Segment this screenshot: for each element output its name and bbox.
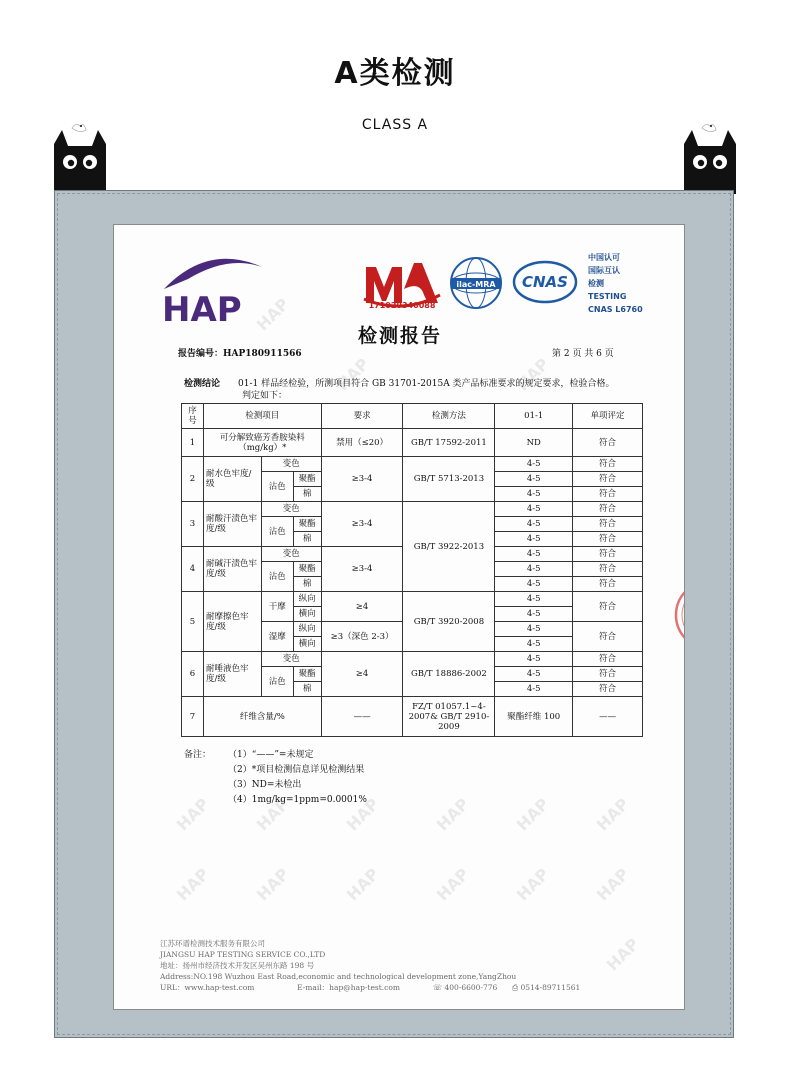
table-cell: 7 <box>182 697 204 737</box>
table-row <box>182 652 643 667</box>
watermark: HAP <box>342 794 383 835</box>
table-cell: 棉 <box>293 532 321 547</box>
table-cell: 4-5 <box>495 592 573 607</box>
table-cell: 沾色 <box>261 472 293 502</box>
watermark: HAP <box>602 934 643 975</box>
svg-text:ilac-MRA: ilac-MRA <box>456 280 496 289</box>
table-cell: 符合 <box>573 577 643 592</box>
note-item: （1）“——”=未规定 <box>228 750 314 760</box>
table-cell: 符合 <box>573 547 643 562</box>
table-cell: 5 <box>182 592 204 652</box>
table-cell: 4-5 <box>495 667 573 682</box>
cat-icon <box>50 122 110 194</box>
table-header-cell: 序号 <box>182 404 204 429</box>
hap-logo <box>158 249 268 329</box>
table-cell: 符合 <box>573 517 643 532</box>
watermark: HAP <box>172 864 213 905</box>
watermark: HAP <box>332 354 373 395</box>
table-cell: 符合 <box>573 502 643 517</box>
table-row <box>182 592 643 607</box>
table-cell: 棉 <box>293 487 321 502</box>
table-cell: 聚酯 <box>293 517 321 532</box>
table-cell: 符合 <box>573 472 643 487</box>
page-subtitle: CLASS A <box>361 117 429 133</box>
table-cell: 4-5 <box>495 622 573 637</box>
table-cell: 3 <box>182 502 204 547</box>
table-cell: 纤维含量/% <box>203 697 321 737</box>
cert-line: 国际互认 <box>588 266 620 275</box>
table-cell: —— <box>321 697 403 737</box>
document-title: 检测报告 <box>357 325 442 347</box>
table-cell: 符合 <box>573 562 643 577</box>
table-cell: 耐水色牢度/级 <box>203 457 261 502</box>
watermark: HAP <box>512 794 553 835</box>
cma-code: 171020340088 <box>368 301 436 310</box>
table-cell: GB/T 3920-2008 <box>403 592 495 652</box>
conclusion-label: 检测结论 <box>184 379 221 389</box>
watermark: HAP <box>172 794 213 835</box>
table-header-row <box>182 404 643 429</box>
table-cell: 4-5 <box>495 502 573 517</box>
table-cell: 变色 <box>261 502 321 517</box>
cnas-icon <box>512 259 578 305</box>
table-cell: 符合 <box>573 652 643 667</box>
table-cell: 纵向 <box>293 592 321 607</box>
table-cell: 纵向 <box>293 622 321 637</box>
table-cell: 棉 <box>293 577 321 592</box>
table-cell: 符合 <box>573 429 643 457</box>
seal-stamp-icon <box>670 575 685 655</box>
table-cell: 可分解致癌芳香胺染料（mg/kg）* <box>203 429 321 457</box>
cert-line: 检测 <box>588 279 604 288</box>
table-cell: 符合 <box>573 667 643 682</box>
note-item: （4）1mg/kg=1ppm=0.0001% <box>228 795 367 805</box>
table-cell: 符合 <box>573 592 643 622</box>
table-cell: 横向 <box>293 607 321 622</box>
table-cell: GB/T 17592-2011 <box>403 429 495 457</box>
accreditation-text <box>588 251 643 316</box>
table-cell: 4 <box>182 547 204 592</box>
table-cell: 1 <box>182 429 204 457</box>
watermark: HAP <box>252 794 293 835</box>
watermark: HAP <box>592 794 633 835</box>
footer-email: E-mail：hap@hap-test.com <box>297 983 400 992</box>
table-cell: 4-5 <box>495 487 573 502</box>
table-header-cell: 检测项目 <box>203 404 321 429</box>
table-cell: 耐酸汗渍色牢度/级 <box>203 502 261 547</box>
ilac-mra-icon <box>448 255 504 311</box>
table-cell: 2 <box>182 457 204 502</box>
table-cell: 符合 <box>573 682 643 697</box>
table-cell: GB/T 18886-2002 <box>403 652 495 697</box>
table-cell: ND <box>495 429 573 457</box>
table-cell: ≥3-4 <box>321 502 403 547</box>
table-cell: GB/T 5713-2013 <box>403 457 495 502</box>
page-title: A类检测 <box>334 56 456 91</box>
test-conclusion <box>184 378 654 402</box>
footer-phone: 400-6600-776 <box>444 983 498 992</box>
table-cell: 4-5 <box>495 562 573 577</box>
table-row <box>182 429 643 457</box>
table-header-cell: 检测方法 <box>403 404 495 429</box>
notes <box>184 748 367 808</box>
note-item: （2）*项目检测信息详见检测结果 <box>228 765 365 775</box>
table-cell: 4-5 <box>495 652 573 667</box>
table-cell: 6 <box>182 652 204 697</box>
table-header-cell: 单项评定 <box>573 404 643 429</box>
table-cell: ≥4 <box>321 592 403 622</box>
footer-fax: 0514-89711561 <box>520 983 581 992</box>
table-cell: 聚酯 <box>293 667 321 682</box>
table-cell: 耐唾液色牢度/级 <box>203 652 261 697</box>
table-row <box>182 457 643 472</box>
watermark: HAP <box>592 864 633 905</box>
conclusion-text: 判定如下： <box>242 391 288 401</box>
table-cell: ≥3-4 <box>321 547 403 592</box>
report-number: 报告编号：HAP180911566 <box>178 349 302 359</box>
report-document <box>113 224 685 1010</box>
results-table <box>181 403 643 737</box>
table-cell: 4-5 <box>495 637 573 652</box>
table-cell: 符合 <box>573 487 643 502</box>
cat-icon <box>680 122 740 194</box>
table-cell: 聚酯纤维 100 <box>495 697 573 737</box>
table-cell: 棉 <box>293 682 321 697</box>
table-cell: 聚酯 <box>293 562 321 577</box>
watermark: HAP <box>252 294 293 335</box>
table-header-cell: 要求 <box>321 404 403 429</box>
table-cell: FZ/T 01057.1~4-2007& GB/T 2910-2009 <box>403 697 495 737</box>
table-cell: 聚酯 <box>293 472 321 487</box>
watermark: HAP <box>432 794 473 835</box>
table-cell: 横向 <box>293 637 321 652</box>
table-row <box>182 697 643 737</box>
table-cell: 符合 <box>573 622 643 652</box>
note-item: （3）ND=未检出 <box>228 780 302 790</box>
cert-line: 中国认可 <box>588 253 620 262</box>
page-indicator: 第 2 页 共 6 页 <box>552 349 614 359</box>
table-cell: 4-5 <box>495 517 573 532</box>
table-cell: 沾色 <box>261 667 293 697</box>
table-cell: 4-5 <box>495 682 573 697</box>
table-cell: ≥3（深色 2-3） <box>321 622 403 652</box>
table-cell: 耐碱汗渍色牢度/级 <box>203 547 261 592</box>
watermark: HAP <box>512 864 553 905</box>
table-cell: ≥3-4 <box>321 457 403 502</box>
table-cell: 4-5 <box>495 547 573 562</box>
table-cell: 变色 <box>261 652 321 667</box>
watermark: HAP <box>342 864 383 905</box>
footer-address-cn: 地址：扬州市经济技术开发区吴州东路 198 号 <box>160 961 315 970</box>
table-cell: —— <box>573 697 643 737</box>
table-cell: 湿摩 <box>261 622 293 652</box>
footer-company-cn: 江苏环谱检测技术服务有限公司 <box>160 939 265 948</box>
table-cell: 4-5 <box>495 472 573 487</box>
table-cell: 禁用（≤20） <box>321 429 403 457</box>
table-cell: 变色 <box>261 457 321 472</box>
table-cell: ≥4 <box>321 652 403 697</box>
svg-text:CNAS: CNAS <box>522 273 568 291</box>
phone-icon: ☏ <box>432 983 443 992</box>
watermark: HAP <box>512 354 553 395</box>
table-cell: 4-5 <box>495 532 573 547</box>
table-cell: 变色 <box>261 547 321 562</box>
hap-logo-text: HAP <box>162 290 242 329</box>
footer-url: URL：www.hap-test.com <box>160 983 255 992</box>
footer-company-en: JIANGSU HAP TESTING SERVICE CO.,LTD <box>160 950 326 959</box>
fax-icon: ⎙ <box>512 983 519 992</box>
cert-line: TESTING <box>588 292 627 301</box>
table-cell: 4-5 <box>495 457 573 472</box>
cert-line: CNAS L6760 <box>588 305 643 314</box>
table-cell: 符合 <box>573 457 643 472</box>
table-cell: 符合 <box>573 532 643 547</box>
conclusion-text: 01-1 样品经检验，所测项目符合 GB 31701-2015A 类产品标准要求的规定要求，检验合格。 <box>238 379 615 389</box>
table-header-cell: 01-1 <box>495 404 573 429</box>
table-cell: 4-5 <box>495 577 573 592</box>
footer-address-en: Address:NO.198 Wuzhou East Road,economic and technological development zone,YangZhou <box>160 972 517 981</box>
table-cell: 干摩 <box>261 592 293 622</box>
watermark: HAP <box>432 864 473 905</box>
table-cell: 4-5 <box>495 607 573 622</box>
company-footer <box>160 938 580 993</box>
watermark: HAP <box>252 864 293 905</box>
table-cell: GB/T 3922-2013 <box>403 502 495 592</box>
table-row <box>182 502 643 517</box>
table-cell: 沾色 <box>261 562 293 592</box>
notes-label: 备注： <box>184 750 212 760</box>
table-cell: 沾色 <box>261 517 293 547</box>
table-cell: 耐摩擦色牢度/级 <box>203 592 261 652</box>
